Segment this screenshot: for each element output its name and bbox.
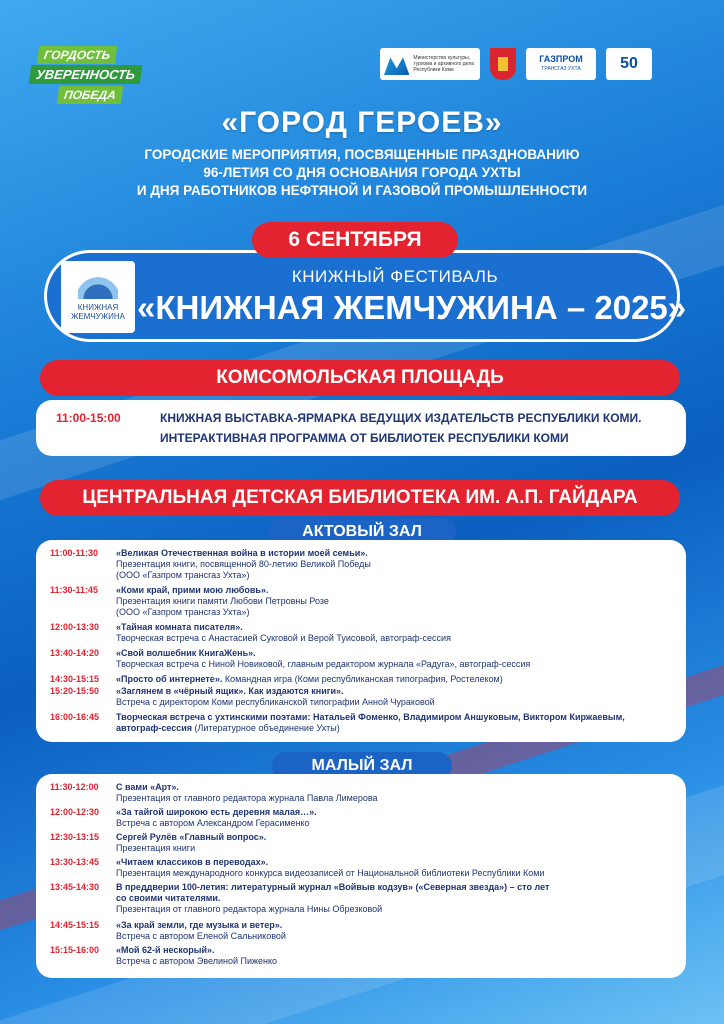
event-title: «Свой волшебник КнигаЖень». (116, 648, 256, 658)
event-title: В преддверии 100-летия: литературный журнал «Войвыв кодзув» («Северная звезда») – сто лет (116, 882, 550, 892)
event-title: «Просто об интернете». (116, 674, 223, 684)
event-time: 11:30-11:45 (50, 585, 99, 595)
event-time: 12:00-12:30 (50, 807, 100, 817)
event-time: 14:45-15:15 (50, 920, 100, 930)
slogan-line: ПОБЕДА (57, 86, 123, 104)
event-title: Творческая встреча с ухтинскими поэтами: Натальей Фоменко, Владимиром Аншуковым, Виктором Киржаевым, (116, 712, 625, 722)
festival-banner (44, 250, 687, 342)
anniversary-logo: 50 (606, 48, 652, 80)
event-description: (ООО «Газпром трансгаз Ухта») (116, 607, 250, 617)
event-description: Презентация от главного редактора журнала Нины Обрезковой (116, 904, 383, 914)
hall-maly: МАЛЫЙ ЗАЛ (272, 752, 452, 780)
event-description: (ООО «Газпром трансгаз Ухта») (116, 570, 250, 580)
event-title: «Мой 62-й нескорый». (116, 945, 215, 955)
date-badge: 6 СЕНТЯБРЯ (252, 222, 458, 258)
event-time: 15:15-16:00 (50, 945, 100, 955)
festival-name: «КНИЖНАЯ ЖЕМЧУЖИНА – 2025» (137, 289, 687, 326)
event-time: 14:30-15:15 (50, 674, 100, 684)
slogan-line: УВЕРЕННОСТЬ (29, 65, 143, 84)
event-title: «Великая Отечественная война в истории моей семьи». (116, 548, 368, 558)
event-title: «Заглянем в «чёрный ящик». Как издаются книги». (116, 686, 344, 696)
page-title: «ГОРОД ГЕРОЕВ» (221, 106, 503, 139)
subtitle-line: 96-ЛЕТИЯ СО ДНЯ ОСНОВАНИЯ ГОРОДА УХТЫ (203, 165, 521, 180)
event-description: Встреча с автором Александром Герасименко (116, 818, 310, 828)
event-title: автограф-сессия (116, 723, 193, 733)
page-subtitle (60, 146, 664, 200)
event-description: Встреча с директором Коми республиканской типографии Анной Чураковой (116, 697, 435, 707)
event-title: «Тайная комната писателя». (116, 622, 243, 632)
event-title: «Коми край, прими мою любовь». (116, 585, 269, 595)
event-description: Презентация международного конкурса видеозаписей от Национальной библиотеки Республики Коми (116, 868, 545, 878)
event-description: Презентация книги памяти Любови Петровны Розе (116, 596, 329, 606)
festival-logo-text: КНИЖНАЯ ЖЕМЧУЖИНА (71, 303, 125, 321)
event-time: 11:30-12:00 (50, 782, 99, 792)
ukhta-emblem-icon (490, 48, 516, 80)
event-description: Творческая встреча с Анастасией Сукговой и Верой Туисовой, автограф-сессия (116, 633, 451, 643)
subtitle-line: ГОРОДСКИЕ МЕРОПРИЯТИЯ, ПОСВЯЩЕННЫЕ ПРАЗДНОВАНИЮ (144, 147, 580, 162)
event-description: Презентация от главного редактора журнала Павла Лимерова (116, 793, 378, 803)
event-description: Творческая встреча с Ниной Новиковой, главным редактором журнала «Радуга», автограф-сессия (116, 659, 531, 669)
subtitle-line: И ДНЯ РАБОТНИКОВ НЕФТЯНОЙ И ГАЗОВОЙ ПРОМЫШЛЕННОСТИ (136, 183, 588, 198)
event-time: 13:45-14:30 (50, 882, 100, 892)
gazprom-subtitle: ТРАНСГАЗ УХТА (541, 66, 581, 72)
venue1-card (36, 400, 686, 456)
event-text: КНИЖНАЯ ВЫСТАВКА-ЯРМАРКА ВЕДУЩИХ ИЗДАТЕЛЬСТВ РЕСПУБЛИКИ КОМИ. (160, 411, 642, 425)
event-description: Презентация книги, посвященной 80-летию Великой Победы (116, 559, 371, 569)
event-time: 12:00-13:30 (50, 622, 100, 632)
event-text: ИНТЕРАКТИВНАЯ ПРОГРАММА ОТ БИБЛИОТЕК РЕСПУБЛИКИ КОМИ (160, 431, 569, 445)
event-description: Презентация книги (116, 843, 196, 853)
event-description: Командная игра (Коми республиканская типография, Ростелеком) (222, 674, 503, 684)
partner-logos (380, 44, 710, 84)
event-title: Сергей Рулёв «Главный вопрос». (116, 832, 267, 842)
aktovy-schedule-card (36, 540, 686, 742)
event-title: со своими читателями. (116, 893, 221, 903)
festival-label: КНИЖНЫЙ ФЕСТИВАЛЬ (291, 267, 499, 286)
venue-library: ЦЕНТРАЛЬНАЯ ДЕТСКАЯ БИБЛИОТЕКА ИМ. А.П. ГАЙДАРА (40, 480, 680, 516)
slogan-line: ГОРДОСТЬ (37, 46, 118, 64)
gazprom-logo (526, 48, 596, 80)
ministry-text: Министерство культуры, туризма и архивного дела Республики Коми (413, 55, 474, 73)
event-time: 16:00-16:45 (50, 712, 100, 722)
hall-aktovy: АКТОВЫЙ ЗАЛ (268, 518, 456, 546)
venue-komsomolskaya: КОМСОМОЛЬСКАЯ ПЛОЩАДЬ (40, 360, 680, 396)
event-title: «Читаем классиков в переводах». (116, 857, 269, 867)
event-time: 15:20-15:50 (50, 686, 100, 696)
event-title: «За тайгой широкою есть деревня малая…». (116, 807, 317, 817)
ministry-mark-icon (384, 53, 409, 75)
event-time: 11:00-11:30 (50, 548, 99, 558)
maly-schedule-card (36, 774, 686, 978)
event-title: С вами «Арт». (116, 782, 179, 792)
gazprom-name: ГАЗПРОМ (539, 54, 583, 64)
event-title: «За край земли, где музыка и ветер». (116, 920, 283, 930)
event-description: (Литературное объединение Ухты) (192, 723, 340, 733)
event-time: 12:30-13:15 (50, 832, 100, 842)
event-description: Встреча с автором Еленой Сальниковой (116, 931, 286, 941)
ministry-logo (380, 48, 480, 80)
event-description: Встреча с автором Эвелиной Пиженко (116, 956, 278, 966)
event-time: 11:00-15:00 (56, 411, 121, 425)
slogan-logo (30, 46, 180, 110)
event-time: 13:30-13:45 (50, 857, 100, 867)
event-time: 13:40-14:20 (50, 648, 100, 658)
